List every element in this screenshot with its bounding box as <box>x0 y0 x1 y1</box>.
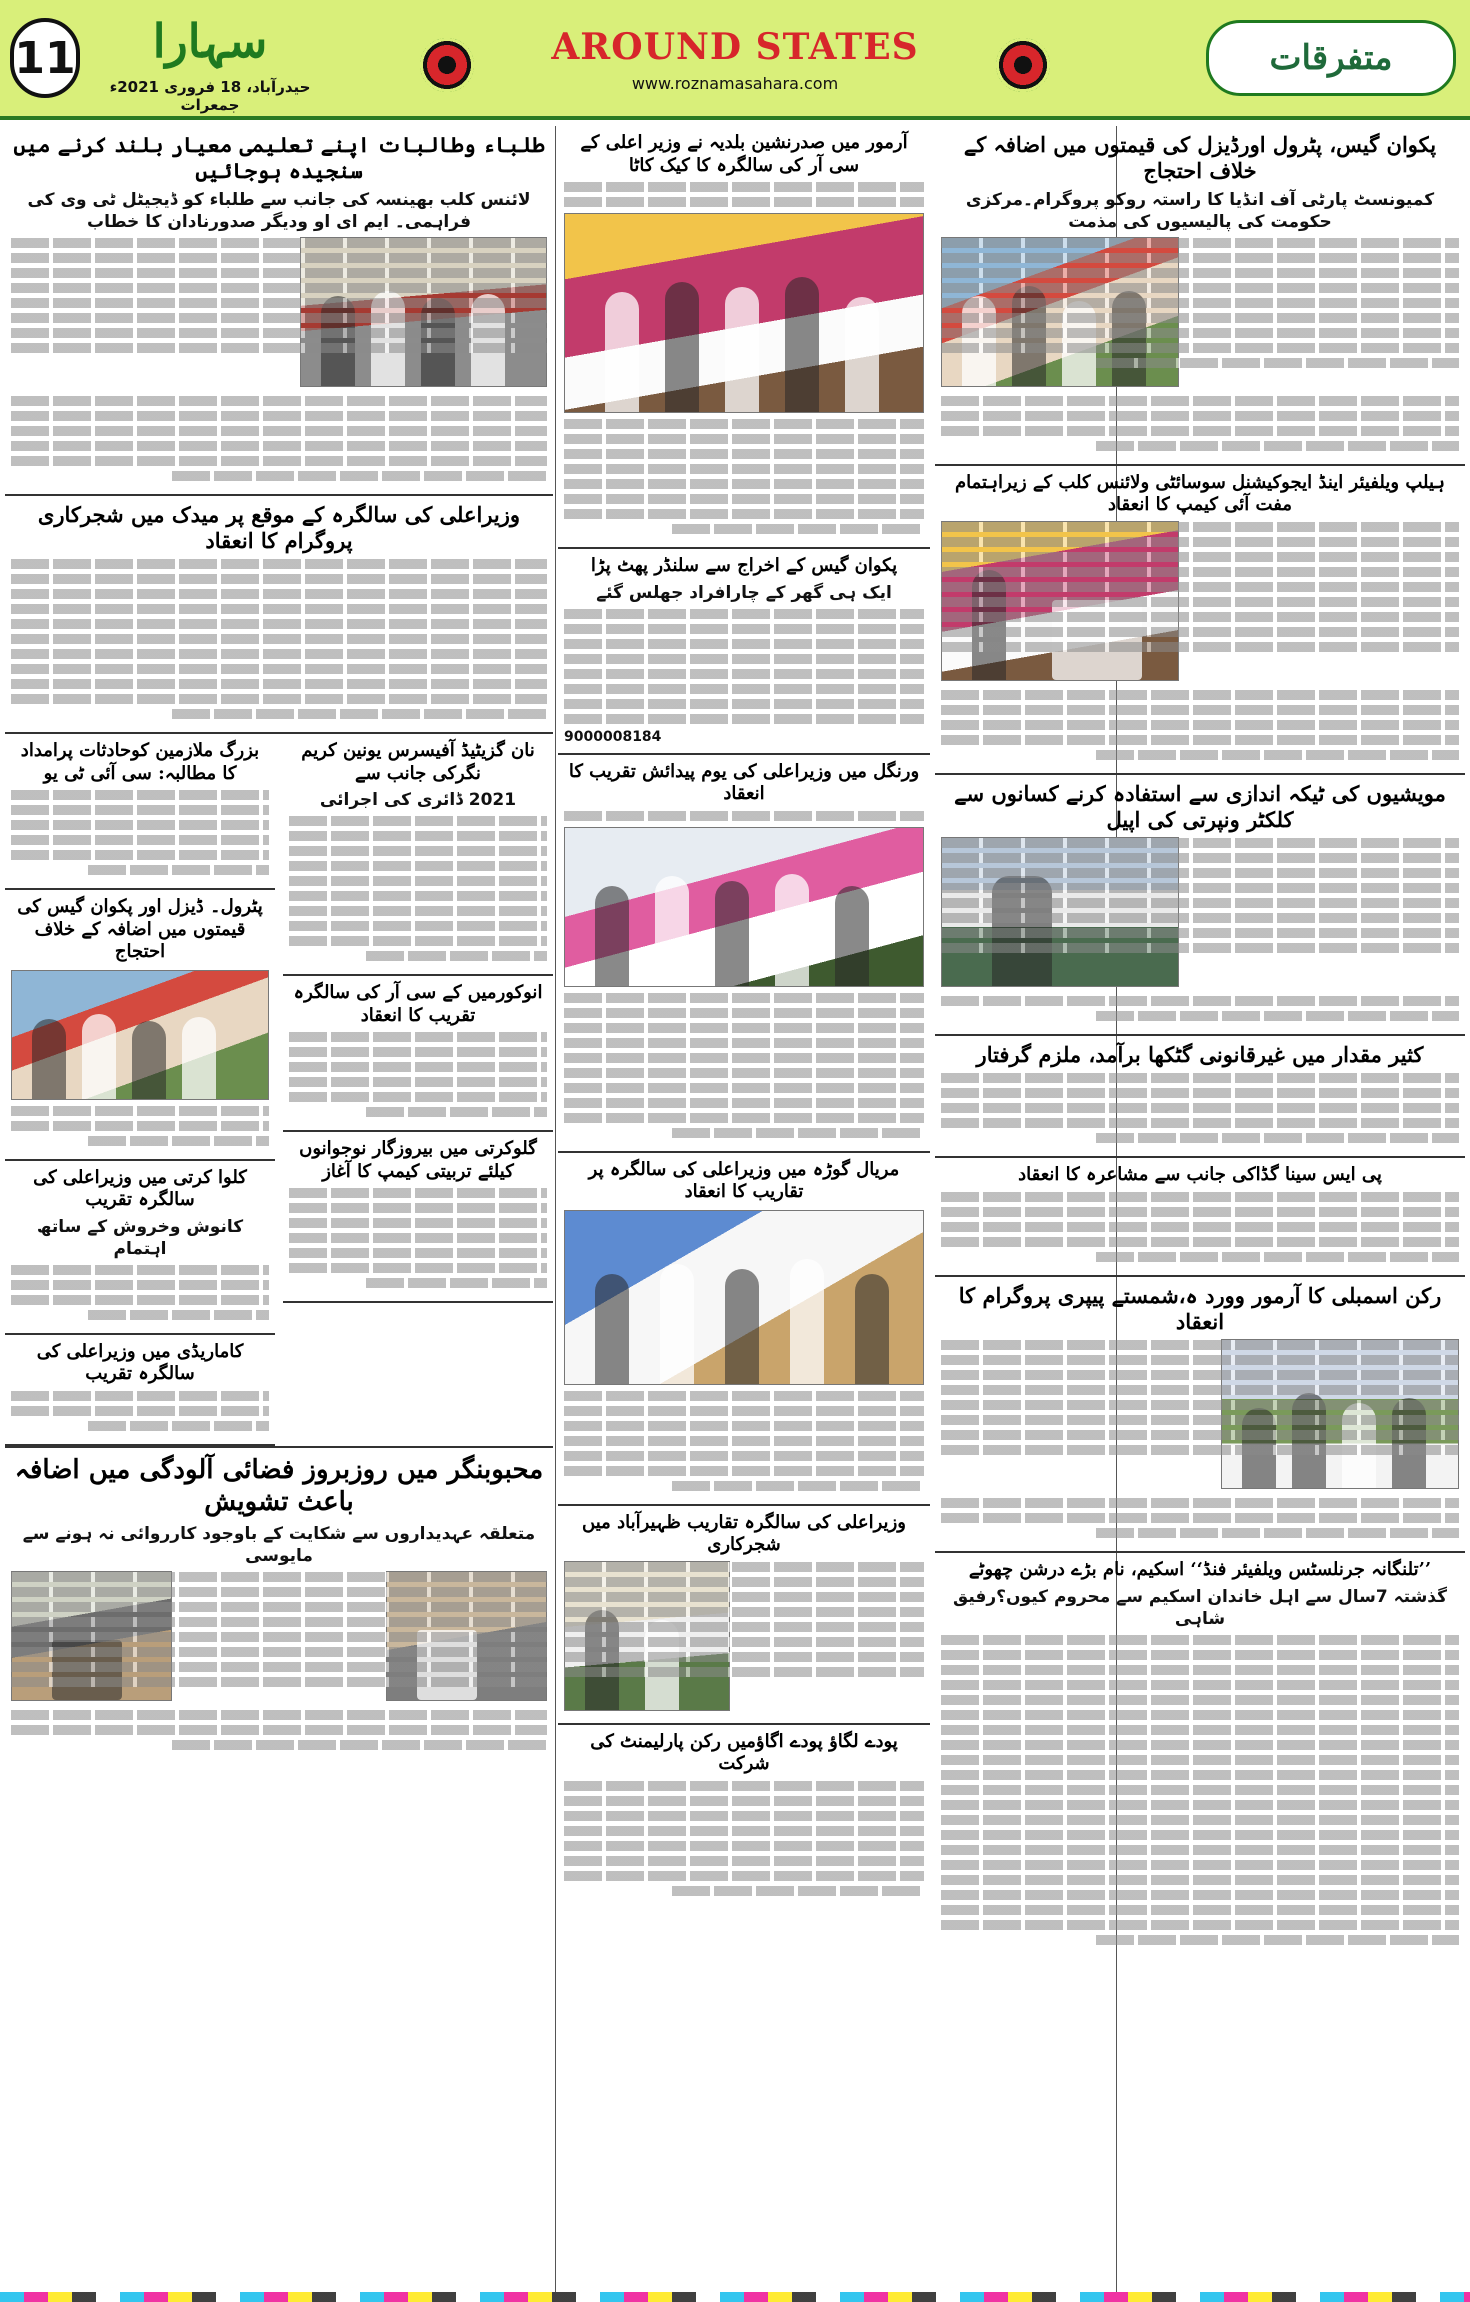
newspaper-logo: سہارا <box>152 14 268 68</box>
article-headline: ورنگل میں وزیراعلی کی یوم پیدائش تقریب کا انعقاد <box>568 760 920 805</box>
article-headline: محبوبنگر میں روزبروز فضائی آلودگی میں اضافہ باعث تشویش <box>14 1454 544 1518</box>
article-headline: گلوکرتی میں بیروزگار نوجوانوں کیلئے تربیتی کیمپ کا آغاز <box>299 1138 537 1182</box>
article-mp-plantation <box>558 1725 930 1909</box>
article-subhead: متعلقہ عہدیداروں سے شکایت کے باوجود کارروائی نہ ہونے سے مایوسی <box>22 1523 536 1566</box>
article-mushaira <box>935 1158 1465 1277</box>
article-fuel-price-protest <box>5 890 275 1161</box>
article-miryalaguda-birthday <box>558 1153 930 1506</box>
column-right <box>935 126 1465 2292</box>
article-journalist-fund <box>935 1553 1465 1958</box>
contact-phone: 9000008184 <box>564 728 662 745</box>
masthead <box>0 0 1470 120</box>
article-headline: پکوان گیس، پٹرول اورڈیزل کی قیمتوں میں اضافہ کے خلاف احتجاج <box>963 132 1437 184</box>
split-left <box>5 734 275 1446</box>
split-right <box>283 734 553 1446</box>
article-photo <box>11 970 269 1100</box>
article-subhead: کانوش وخروش کے ساتھ اہتمام <box>36 1216 244 1259</box>
article-headline: بزرگ ملازمین کوحادثات پرامداد کا مطالبہ: سی آئی ٹی یو <box>20 740 260 784</box>
article-headline: رکن اسمبلی کا آرمور وورد ہ،شمستے پیپری پروگرام کا انعقاد <box>958 1282 1442 1335</box>
article-headline: پی ایس سینا گڈاکی جانب سے مشاعرہ کا انعقاد <box>1018 1164 1382 1186</box>
article-workers-demand <box>5 734 275 890</box>
article-headline: کاماریڈی میں وزیراعلی کی سالگرہ تقریب <box>36 1340 244 1385</box>
article-cake-cutting <box>558 126 930 549</box>
article-headline: آرمور میں صدرنشین بلدیہ نے وزیر اعلی کے سی آر کی سالگرہ کا کیک کاٹا <box>580 132 908 176</box>
article-subhead: گذشتہ 7سال سے اہل خاندان اسکیم سے محروم کیوں؟رفیق شاہی <box>953 1586 1447 1630</box>
article-air-pollution <box>5 1446 553 1763</box>
article-medak-plantation <box>5 496 553 735</box>
article-headline: کلوا کرتی میں وزیراعلی کی سالگرہ تقریب <box>33 1166 247 1211</box>
article-headline: پٹرول۔ ڈیزل اور پکوان گیس کی قیمتوں میں اضافہ کے خلاف احتجاج <box>17 896 263 963</box>
article-headline: ’’تلنگانہ جرنلسٹس ویلفیئر فنڈ‘‘ اسکیم، نام بڑے درشن چھوٹے <box>968 1559 1432 1581</box>
column-center-right <box>558 126 930 2292</box>
article-mla-programme <box>935 1277 1465 1554</box>
article-photo <box>564 827 924 987</box>
article-subhead: ایک ہی گھر کے چارافراد جھلس گئے <box>596 582 892 603</box>
article-gutka-seized <box>935 1036 1465 1158</box>
article-zaheerabad-plantation <box>558 1506 930 1725</box>
article-kamareddy-birthday <box>5 1335 275 1446</box>
print-registration-bar <box>0 2292 1470 2302</box>
emblem-icon <box>420 38 474 92</box>
column-left <box>5 126 553 2292</box>
article-subhead: کمیونسٹ پارٹی آف انڈیا کا راستہ روکو پروگرام۔مرکزی حکومت کی پالیسیوں کی مذمت <box>965 189 1435 232</box>
article-training-camp <box>283 1132 553 1303</box>
article-headline: مریال گوڑہ میں وزیراعلی کی سالگرہ پر تقاریب کا انعقاد <box>588 1158 900 1203</box>
article-photo <box>564 213 924 413</box>
article-headline: مویشیوں کی ٹیکہ اندازی سے استفادہ کرنے کسانوں سے کلکٹر ونپرتی کی اپیل <box>954 780 1446 832</box>
article-anukur-birthday <box>283 976 553 1132</box>
article-subhead: 2021 ڈائری کی اجرائی <box>319 790 517 811</box>
article-eye-camp <box>935 466 1465 775</box>
article-headline: انوکورمیں کے سی آر کی سالگرہ تقریب کا انعقاد <box>293 982 543 1026</box>
article-headline: وزیراعلی کی سالگرہ کے موقع پر میدک میں شجرکاری پروگرام کا انعقاد <box>37 501 521 553</box>
article-headline: ہیلپ ویلفیئر اینڈ ایجوکیشنل سوسائٹی ولائنس کلب کے زیراہتمام مفت آئی کیمپ کا انعقاد <box>955 471 1445 516</box>
emblem-icon <box>996 38 1050 92</box>
article-warangal-birthday <box>558 755 930 1153</box>
website-link[interactable]: www.roznamasahara.com <box>631 74 839 93</box>
article-subhead: لائنس کلب بھینسہ کی جانب سے طلباء کو ڈیجیٹل ٹی وی کی فراہمی۔ ایم ای او ودیگر صدورنادان کا خطاب <box>27 189 531 232</box>
split-section <box>5 734 553 1446</box>
column-divider <box>555 126 556 2292</box>
section-name: متفرقات <box>1206 20 1456 96</box>
article-ngo-diary <box>283 734 553 976</box>
article-headline: کثیر مقدار میں غیرقانونی گٹکھا برآمد، ملزم گرفتار <box>976 1042 1424 1068</box>
article-cattle-vaccination <box>935 775 1465 1037</box>
article-cylinder-blast <box>558 549 930 755</box>
section-band <box>470 26 1000 93</box>
article-gas-price-protest <box>935 126 1465 466</box>
article-education-standards <box>5 126 553 496</box>
article-headline: طلباء وطالبات اپنے تعلیمی معیار بلند کرنے میں سنجیدہ ہوجائیں <box>13 132 545 184</box>
article-photo <box>564 1210 924 1385</box>
page-number: 11 <box>10 18 80 98</box>
dateline: حیدرآباد، 18 فروری 2021ء جمعرات <box>109 78 311 114</box>
article-kalwakurthy-birthday <box>5 1161 275 1335</box>
article-headline: پودے لگاؤ پودے اگاؤمیں رکن پارلیمنٹ کی شرکت <box>590 1730 898 1775</box>
article-headline: وزیراعلی کی سالگرہ تقاریب ظہیرآباد میں شجرکاری <box>582 1511 906 1556</box>
section-title: AROUND STATES <box>551 26 919 68</box>
article-headline: نان گزیٹیڈ آفیسرس یونین کریم نگرکی جانب سے <box>301 740 535 784</box>
article-headline: پکوان گیس کے اخراج سے سلنڈر پھٹ پڑا <box>590 555 898 576</box>
